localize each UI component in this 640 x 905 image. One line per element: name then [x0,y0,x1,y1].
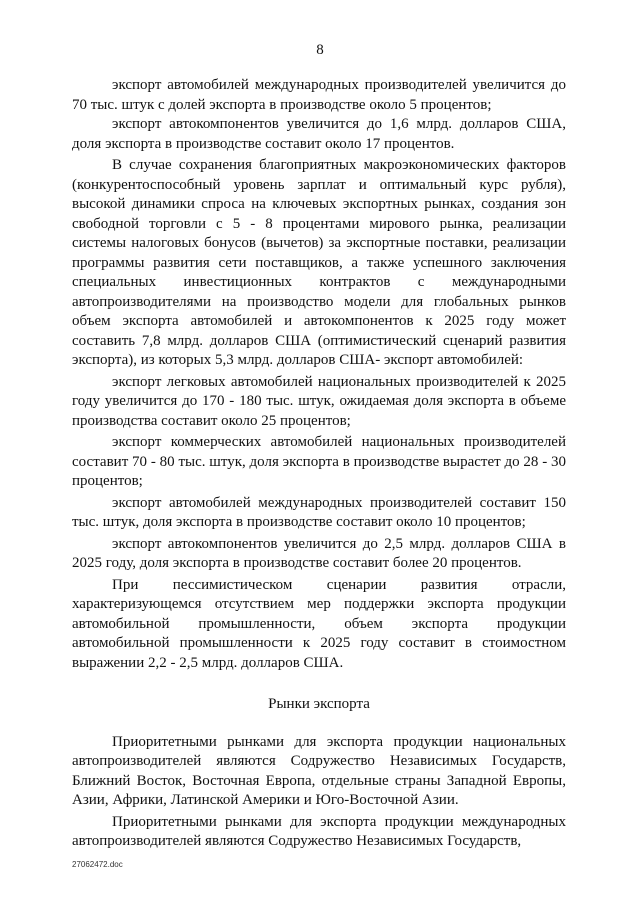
paragraph: Приоритетными рынками для экспорта продукции национальных автопроизводителей являются Содружество Независимых Государств, Ближний Восток, Восточная Европа, отдельные страны Западной Европы, Азии, Африки, Латинской Америки и Юго-Восточной Азии. [72,733,566,808]
paragraph: экспорт автомобилей международных производителей увеличится до 70 тыс. штук с долей экспорта в производстве около 5 процентов; [72,77,566,113]
paragraph: экспорт легковых автомобилей национальных производителей к 2025 году увеличится до 170 - 180 тыс. штук, ожидаемая доля экспорта в объеме производства составит около 25 процентов; [72,373,566,429]
paragraph: Приоритетными рынками для экспорта продукции международных автопроизводителей являются Содружество Независимых Государств, [72,813,566,849]
file-name-footer: 27062472.doc [72,860,123,869]
document-body [72,76,566,852]
paragraph: экспорт автомобилей международных производителей составит 150 тыс. штук, доля экспорта в производстве составит около 10 процентов; [72,494,566,530]
paragraph: экспорт автокомпонентов увеличится до 2,5 млрд. долларов США в 2025 году, доля экспорта в производстве составит более 20 процентов. [72,535,566,571]
paragraph: В случае сохранения благоприятных макроэкономических факторов (конкурентоспособный уровень зарплат и оптимальный курс рубля), высокой динамики спроса на ключевых экспортных рынках, создания зон свободной торговли с 5 - 8 процентами мирового рынка, реализации системы налоговых бонусов (вычетов) за экспортные поставки, реализации программы развития сети поставщиков, а также успешного заключения специальных инвестиционных контрактов с международными автопроизводителями на производство модели для глобальных рынков объем экспорта автомобилей и автокомпонентов к 2025 году может составить 7,8 млрд. долларов США (оптимистический сценарий развития экспорта), из которых 5,3 млрд. долларов США- экспорт автомобилей: [72,157,566,368]
page-number: 8 [316,42,324,58]
section-heading: Рынки экспорта [268,696,370,712]
paragraph: При пессимистическом сценарии развития отрасли, характеризующемся отсутствием мер поддержки экспорта продукции автомобильной промышленности, объем экспорта продукции автомобильной промышленности к 2025 году составит в стоимостном выражении 2,2 - 2,5 млрд. долларов США. [72,576,566,671]
paragraph: экспорт автокомпонентов увеличится до 1,6 млрд. долларов США, доля экспорта в производстве составит около 17 процентов. [72,116,566,152]
paragraph: экспорт коммерческих автомобилей национальных производителей составит 70 - 80 тыс. штук, доля экспорта в производстве вырастет до 28 - 30 процентов; [72,434,566,489]
